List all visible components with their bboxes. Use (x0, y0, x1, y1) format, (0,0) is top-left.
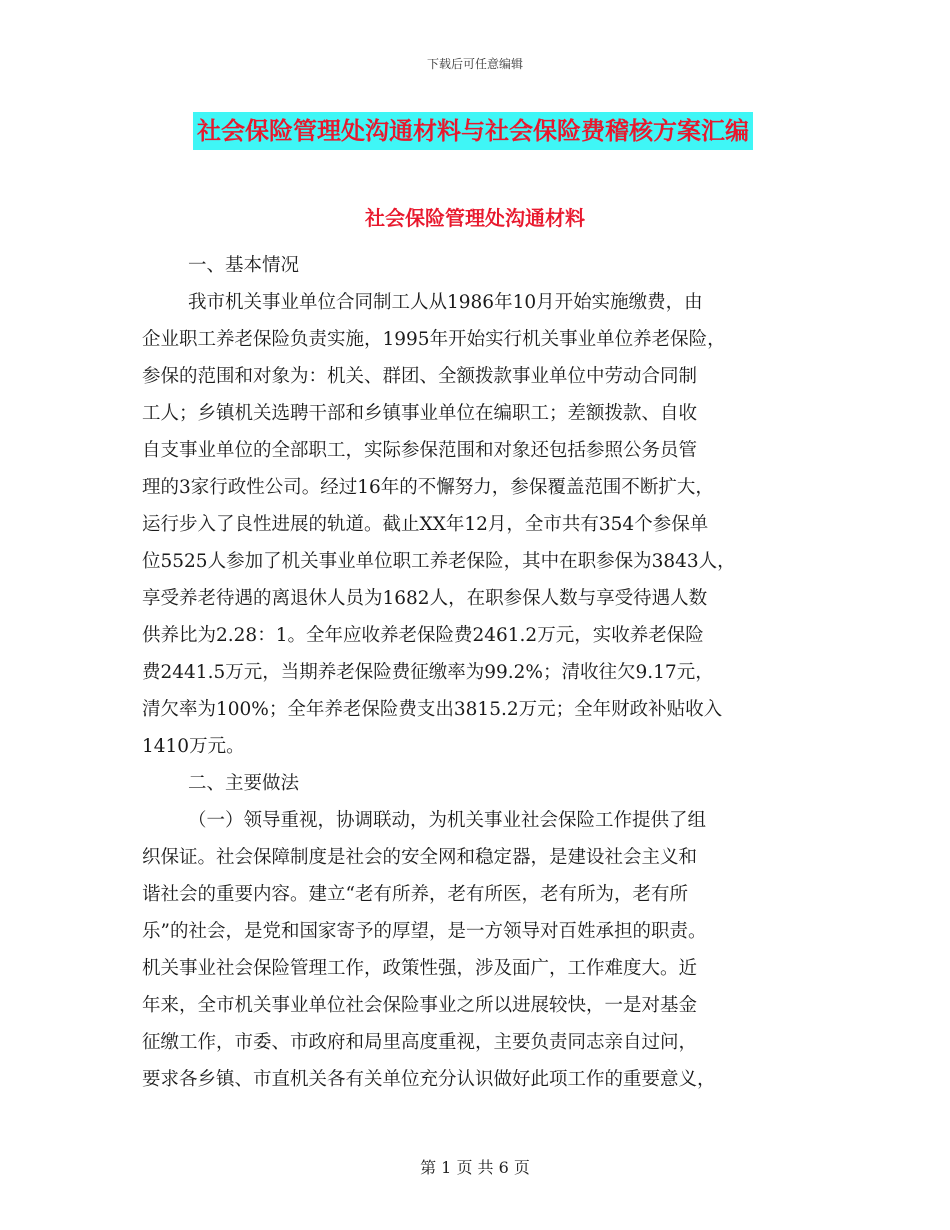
document-body (142, 247, 822, 1098)
paragraph-line: 征缴工作，市委、市政府和局里高度重视，主要负责同志亲自过问， (142, 1032, 698, 1053)
heading-main-practices: 二、主要做法 (188, 773, 300, 794)
paragraph-line: 参保的范围和对象为：机关、群团、全额拨款事业单位中劳动合同制 (142, 366, 698, 387)
section-title: 社会保险管理处沟通材料 (365, 206, 585, 230)
paragraph-line: 乐”的社会，是党和国家寄予的厚望，是一方领导对百姓承担的职责。 (142, 921, 707, 942)
paragraph-line: 理的3家行政性公司。经过16年的不懈努力，参保覆盖范围不断扩大， (142, 477, 714, 498)
paragraph-line: 要求各乡镇、市直机关各有关单位充分认识做好此项工作的重要意义， (142, 1069, 716, 1090)
document-title: 社会保险管理处沟通材料与社会保险费稽核方案汇编 (193, 112, 753, 150)
paragraph-line: 机关事业社会保险管理工作，政策性强，涉及面广，工作难度大。近 (142, 958, 698, 979)
header-note: 下载后可任意编辑 (426, 57, 523, 71)
paragraph-line: 位5525人参加了机关事业单位职工养老保险，其中在职参保为3843人， (142, 551, 736, 572)
paragraph-line: 年来，全市机关事业单位社会保险事业之所以进展较快，一是对基金 (142, 995, 698, 1016)
paragraph-line: 织保证。社会保障制度是社会的安全网和稳定器，是建设社会主义和 (142, 847, 698, 868)
paragraph-line: 清欠率为100%；全年养老保险费支出3815.2万元；全年财政补贴收入 (142, 699, 723, 720)
paragraph-line: 工人；乡镇机关选聘干部和乡镇事业单位在编职工；差额拨款、自收 (142, 403, 698, 424)
heading-basic-situation: 一、基本情况 (188, 255, 300, 276)
paragraph-line: （一）领导重视，协调联动，为机关事业社会保险工作提供了组 (188, 810, 707, 831)
paragraph-line: 费2441.5万元，当期养老保险费征缴率为99.2%；清收往欠9.17元， (142, 662, 714, 683)
paragraph-line: 谐社会的重要内容。建立“老有所养，老有所医，老有所为，老有所 (142, 884, 688, 905)
page-number: 第 1 页 共 6 页 (420, 1158, 530, 1177)
paragraph-line: 供养比为2.28：1。全年应收养老保险费2461.2万元，实收养老保险 (142, 625, 704, 646)
paragraph-line: 1410万元。 (142, 736, 245, 757)
paragraph-line: 企业职工养老保险负责实施，1995年开始实行机关事业单位养老保险， (142, 329, 726, 350)
paragraph-line: 我市机关事业单位合同制工人从1986年10月开始实施缴费，由 (188, 292, 703, 313)
paragraph-line: 运行步入了良性进展的轨道。截止XX年12月，全市共有354个参保单 (142, 514, 709, 535)
paragraph-line: 自支事业单位的全部职工，实际参保范围和对象还包括参照公务员管 (142, 440, 698, 461)
paragraph-line: 享受养老待遇的离退休人员为1682人，在职参保人数与享受待遇人数 (142, 588, 708, 609)
